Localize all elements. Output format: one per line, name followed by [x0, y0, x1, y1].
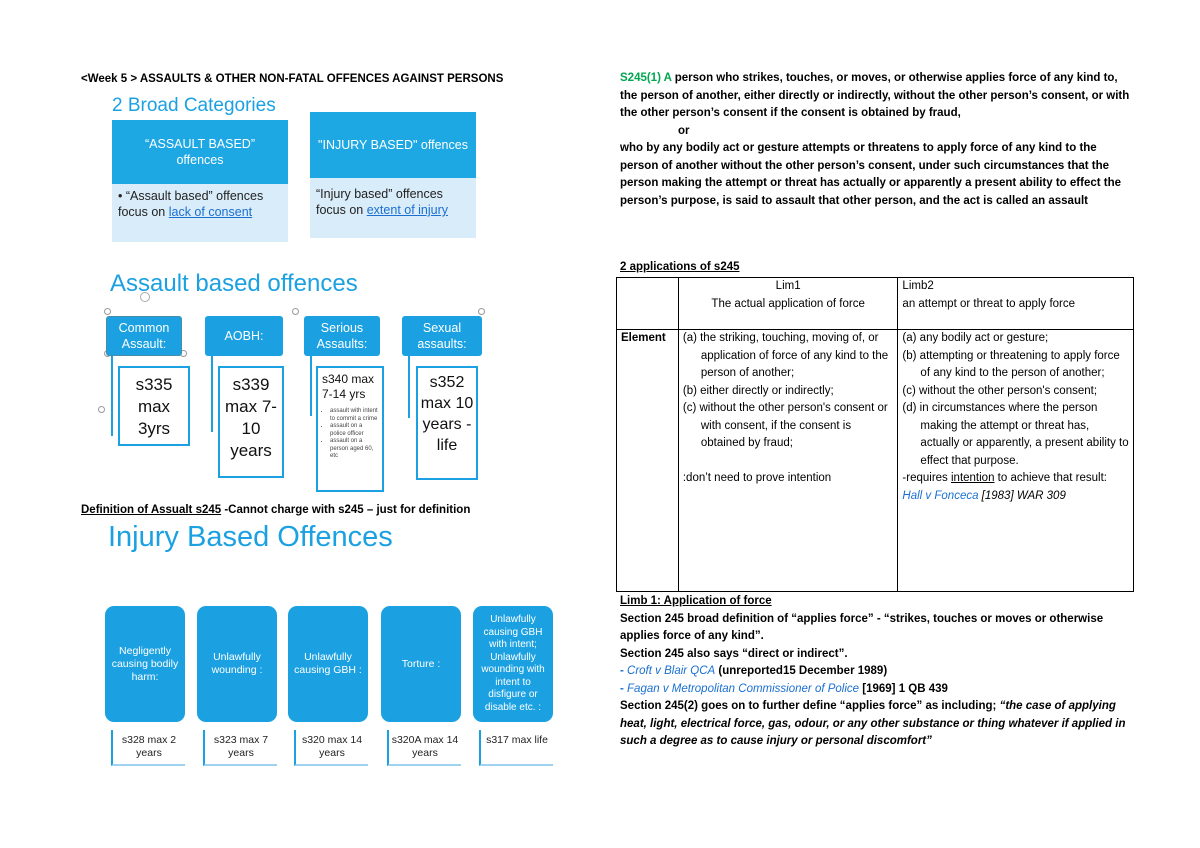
connector-line [111, 356, 113, 436]
unlawfully-wounding-label-text: Unlawfully wounding : [211, 651, 263, 676]
unlawfully-wounding-detail: s323 max 7 years [203, 730, 277, 766]
lack-of-consent-link[interactable]: lack of consent [168, 205, 253, 219]
injury-category-body [310, 178, 476, 238]
week-heading: <Week 5 > ASSAULTS & OTHER NON-FATAL OFFENCES AGAINST PERSONS [81, 73, 504, 85]
serious-assaults-label [304, 316, 380, 356]
list-item: • assault with intent to commit a crime [330, 408, 379, 423]
case-fagan [620, 681, 1132, 699]
hall-v-fonceca-cite: [1983] WAR 309 [978, 489, 1066, 502]
limb1-paragraph-3-prefix: Section 245(2) goes on to further define “applies force” as including; [620, 700, 1000, 712]
table-row [617, 278, 1134, 330]
selection-handle-icon[interactable] [292, 308, 299, 315]
definition-line-rest: -Cannot charge with s245 – just for definition [221, 504, 471, 516]
common-assault-label-text: Common Assault: [118, 321, 170, 351]
injury-category-header-text: "INJURY BASED" offences [318, 138, 468, 152]
negligently-causing-detail: s328 max 2 years [111, 730, 185, 766]
assault-category-header-line2: offences [176, 153, 224, 167]
definition-line [81, 504, 470, 516]
gbh-with-intent-detail: s317 max life [479, 730, 553, 766]
list-item: (a) the striking, touching, moving of, or application of force of any kind to the person of another; [682, 332, 889, 379]
list-item: (c) without the other person's consent or with consent, if the consent is obtained by fraud; [682, 402, 888, 449]
limb2-note-underline: intention [951, 472, 995, 484]
sexual-assaults-label-text: Sexual assaults: [417, 321, 467, 351]
limb2-elements [898, 330, 1134, 592]
connector-line [408, 356, 410, 418]
selection-handle-icon[interactable] [98, 406, 105, 413]
assault-offences-title: Assault based offences [110, 270, 358, 297]
torture-label [381, 606, 461, 722]
common-assault-detail: s335 max 3yrs [118, 366, 190, 446]
definition-line-underlined: Definition of Assualt s245 [81, 504, 222, 516]
negligently-causing-label-text: Negligently causing bodily harm: [111, 644, 179, 683]
unlawfully-causing-gbh-label [288, 606, 368, 722]
assault-category-header [112, 120, 288, 184]
injury-offences-title: Injury Based Offences [108, 521, 393, 553]
unlawfully-causing-gbh-label-text: Unlawfully causing GBH : [294, 651, 362, 676]
connector-line [310, 356, 312, 416]
s245-text: person who strikes, touches, or moves, or otherwise applies force of any kind to, the person of another, either directly or indirectly, without the other person’s consent, or with the other person’s consent if the consent is obtained by fraud, [620, 72, 1130, 119]
unlawfully-wounding-label [197, 606, 277, 722]
limb1-subtitle: The actual application of force [711, 297, 865, 310]
selection-handle-icon[interactable] [478, 308, 485, 315]
croft-cite: (unreported15 December 1989) [715, 665, 888, 677]
fagan-cite: [1969] 1 QB 439 [859, 682, 948, 695]
unlawfully-causing-gbh-detail: s320 max 14 years [294, 730, 368, 766]
limb2-subtitle: an attempt or threat to apply force [902, 297, 1076, 310]
assault-category-header-line1: “ASSAULT BASED” [145, 137, 255, 151]
list-item: (b) attempting or threatening to apply force of any kind to the person of another; [902, 349, 1120, 379]
injury-category-text: “Injury based” offences focus on [316, 187, 443, 217]
gbh-with-intent-label [473, 606, 553, 722]
list-item: • assault on a person aged 60, etc [330, 438, 379, 461]
list-item: • assault on a police officer [330, 423, 379, 438]
assault-category-text: • “Assault based” offences focus on [118, 189, 264, 219]
serious-assaults-label-text: Serious Assaults: [316, 321, 368, 351]
s245-text2: who by any bodily act or gesture attempts or threatens to apply force of any kind to the person of another without the other person’s consent, under such circumstances that the person making the attempt or threat has actually or apparently a present ability to effect the person’s purpose, is said to assault that other person, and the act is called an assault [620, 142, 1122, 207]
list-item: (b) either directly or indirectly; [682, 384, 834, 397]
list-item: (c) without the other person's consent; [902, 384, 1098, 397]
s245-ref: S245(1) A [620, 72, 672, 84]
serious-assaults-detail-text: s340 max 7-14 yrs [322, 372, 375, 401]
assault-category-body [112, 184, 288, 242]
limb2-note-suffix: to achieve that result: [994, 472, 1107, 484]
limb2-note-prefix: -requires [902, 472, 951, 484]
limb2-header [898, 278, 1134, 330]
s245-paragraph [620, 70, 1132, 210]
limb1-elements [678, 330, 898, 592]
aobh-label-text: AOBH: [224, 329, 264, 343]
selection-handle-icon[interactable] [104, 308, 111, 315]
torture-detail: s320A max 14 years [387, 730, 461, 766]
hall-v-fonceca-link[interactable]: Hall v Fonceca [902, 489, 979, 502]
common-assault-label[interactable] [106, 316, 182, 356]
rotate-handle-icon[interactable] [140, 292, 150, 302]
table-row [617, 330, 1134, 592]
aobh-detail: s339 max 7-10 years [218, 366, 284, 478]
extent-of-injury-link[interactable]: extent of injury [366, 203, 449, 217]
limb1-list [683, 330, 894, 453]
sexual-assaults-label [402, 316, 482, 356]
case-dash: - [620, 665, 628, 677]
gbh-with-intent-label-text: Unlawfully causing GBH with intent; Unlawfully wounding with intent to disfigure or disable etc. : [481, 614, 545, 713]
list-item: (d) in circumstances where the person making the attempt or threat has, actually or apparently, a present ability to effect that purpose. [902, 402, 1129, 467]
serious-assaults-bullets [322, 408, 379, 461]
limb1-paragraph-3-quote: “the case of applying heat, light, electrical force, gas, odour, or any other substance or thing whatever if applied in such a degree as to cause injury or personal discomfort” [620, 700, 1126, 747]
element-label: Element [617, 330, 679, 592]
sexual-assaults-detail: s352 max 10 years - life [416, 366, 478, 480]
limb1-section-heading: Limb 1: Application of force [620, 595, 772, 607]
limb1-paragraph-1: Section 245 broad definition of “applies force” - “strikes, touches or moves or otherwise applies force of any kind”. [620, 612, 1104, 642]
negligently-causing-label [105, 606, 185, 722]
torture-label-text: Torture : [401, 657, 441, 670]
applications-heading: 2 applications of s245 [620, 261, 740, 273]
limb2-title: Limb2 [902, 280, 934, 292]
table-cell [617, 278, 679, 330]
connector-line [211, 356, 213, 432]
limb2-note [902, 470, 1129, 505]
limb1-section [620, 593, 1132, 751]
list-item: (a) any bodily act or gesture; [902, 332, 1049, 344]
limb1-title: Lim1 [775, 280, 801, 292]
limb1-header [678, 278, 898, 330]
aobh-label [205, 316, 283, 356]
limb2-list [902, 330, 1129, 470]
limbs-table [616, 277, 1134, 592]
case-dash: - [620, 682, 628, 695]
limb1-paragraph-2: Section 245 also says “direct or indirect”. [620, 647, 848, 660]
s245-or: or [678, 124, 690, 137]
fagan-link[interactable]: Fagan v Metropolitan Commissioner of Police [627, 682, 860, 695]
croft-v-blair-link[interactable]: Croft v Blair QCA [627, 665, 716, 677]
case-croft [620, 663, 1132, 681]
limb1-paragraph-3 [620, 698, 1132, 751]
limb1-note: :don’t need to prove intention [682, 471, 832, 484]
categories-title: 2 Broad Categories [112, 95, 276, 116]
injury-category-header [310, 112, 476, 178]
serious-assaults-detail [316, 366, 384, 492]
